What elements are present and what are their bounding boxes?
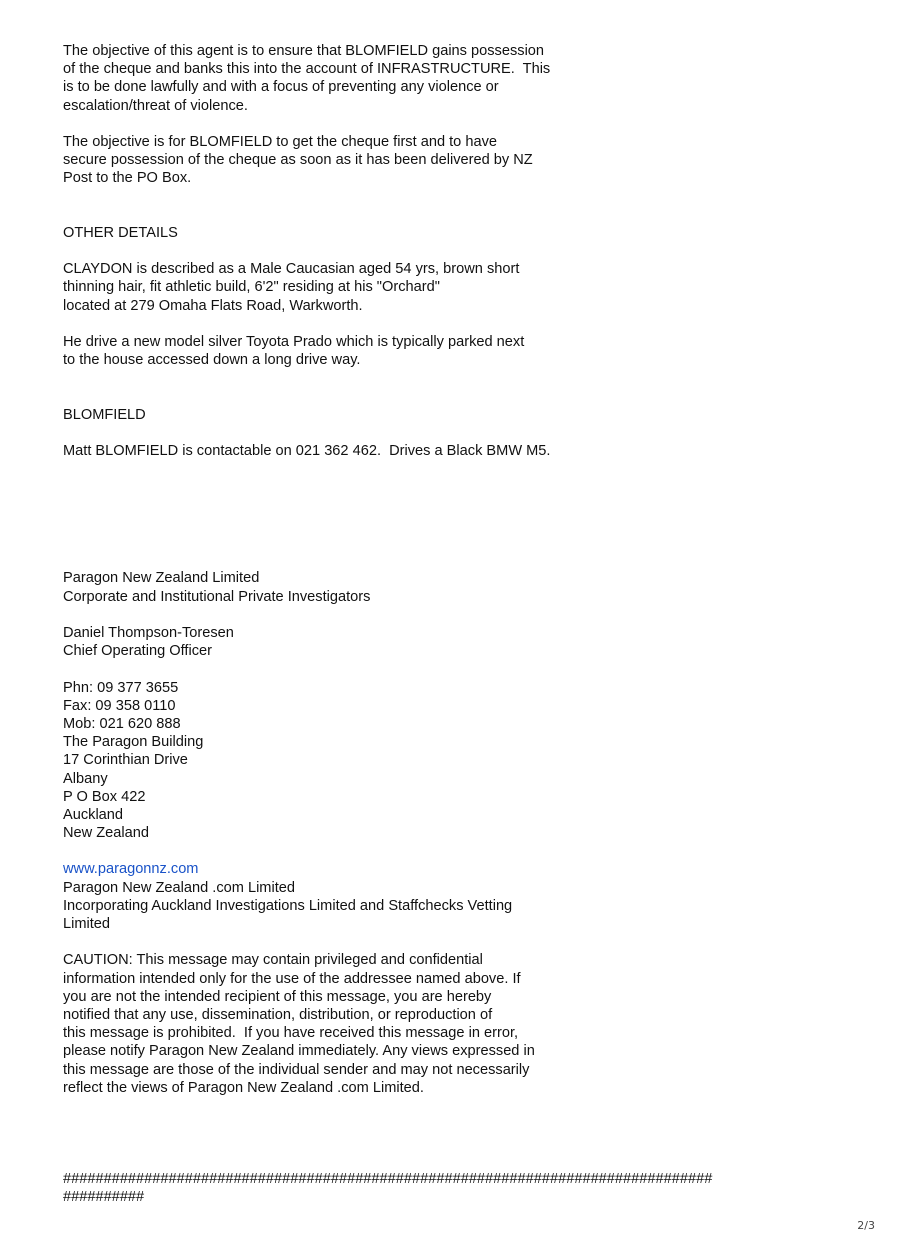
blomfield-heading: BLOMFIELD — [63, 406, 146, 423]
signature-incorporating: Limited — [63, 916, 111, 932]
text-line: reflect the views of Paragon New Zealand .com Limited. — [63, 1079, 424, 1096]
text-line: notified that any use, dissemination, distribution, or reproduction of — [63, 1006, 493, 1023]
text-line: is to be done lawfully and with a focus of preventing any violence or — [63, 79, 499, 96]
text-line: this message is prohibited. If you have received this message in error, — [63, 1025, 519, 1042]
signature-incorporating: Incorporating Auckland Investigations Limited and Staffchecks Vetting — [63, 897, 513, 914]
signature-company-com: Paragon New Zealand .com Limited — [63, 879, 295, 896]
caution-notice — [63, 951, 823, 1097]
signature-address-line: P O Box 422 — [63, 788, 146, 805]
signature-tagline: Corporate and Institutional Private Investigators — [63, 588, 371, 605]
separator-line: ################################################################################ — [63, 1170, 713, 1187]
text-line: secure possession of the cheque as soon as it has been delivered by NZ — [63, 152, 533, 169]
claydon-description — [63, 260, 823, 315]
text-line: please notify Paragon New Zealand immediately. Any views expressed in — [63, 1043, 535, 1060]
signature-address-line: New Zealand — [63, 825, 149, 842]
blomfield-contact: Matt BLOMFIELD is contactable on 021 362 462. Drives a Black BMW M5. — [63, 443, 551, 460]
text-line: located at 279 Omaha Flats Road, Warkworth. — [63, 297, 363, 314]
signature-company: Paragon New Zealand Limited — [63, 570, 260, 587]
objective-paragraph-1 — [63, 42, 823, 115]
signature-mobile: Mob: 021 620 888 — [63, 715, 181, 732]
text-line: you are not the intended recipient of this message, you are hereby — [63, 988, 492, 1005]
text-line: CLAYDON is described as a Male Caucasian aged 54 yrs, brown short — [63, 261, 520, 278]
page-number: 2/3 — [857, 1219, 875, 1232]
text-line: of the cheque and banks this into the account of INFRASTRUCTURE. This — [63, 61, 551, 78]
document-body — [63, 42, 823, 1206]
signature-address-line: 17 Corinthian Drive — [63, 752, 188, 769]
text-line: thinning hair, fit athletic build, 6'2" residing at his "Orchard" — [63, 279, 440, 296]
vehicle-description — [63, 333, 823, 369]
separator — [63, 1170, 823, 1206]
text-line: escalation/threat of violence. — [63, 97, 248, 114]
text-line: to the house accessed down a long drive way. — [63, 352, 361, 369]
text-line: The objective of this agent is to ensure that BLOMFIELD gains possession — [63, 43, 545, 59]
text-line: Post to the PO Box. — [63, 170, 192, 187]
text-line: CAUTION: This message may contain privileged and confidential — [63, 952, 483, 969]
signature-address-line: Albany — [63, 770, 108, 787]
signature-name: Daniel Thompson-Toresen — [63, 625, 234, 641]
separator-line: ########## — [63, 1188, 145, 1205]
email-signature — [63, 569, 823, 933]
text-line: information intended only for the use of the addressee named above. If — [63, 970, 521, 987]
signature-phone: Phn: 09 377 3655 — [63, 679, 179, 696]
text-line: this message are those of the individual sender and may not necessarily — [63, 1061, 530, 1078]
text-line: The objective is for BLOMFIELD to get the cheque first and to have — [63, 133, 497, 150]
objective-paragraph-2 — [63, 133, 823, 188]
signature-address-line: Auckland — [63, 806, 124, 823]
other-details-heading: OTHER DETAILS — [63, 224, 178, 241]
text-line: He drive a new model silver Toyota Prado which is typically parked next — [63, 334, 525, 350]
signature-title: Chief Operating Officer — [63, 643, 212, 660]
website-link[interactable]: www.paragonnz.com — [63, 861, 199, 878]
signature-address-line: The Paragon Building — [63, 734, 204, 751]
signature-fax: Fax: 09 358 0110 — [63, 697, 176, 714]
